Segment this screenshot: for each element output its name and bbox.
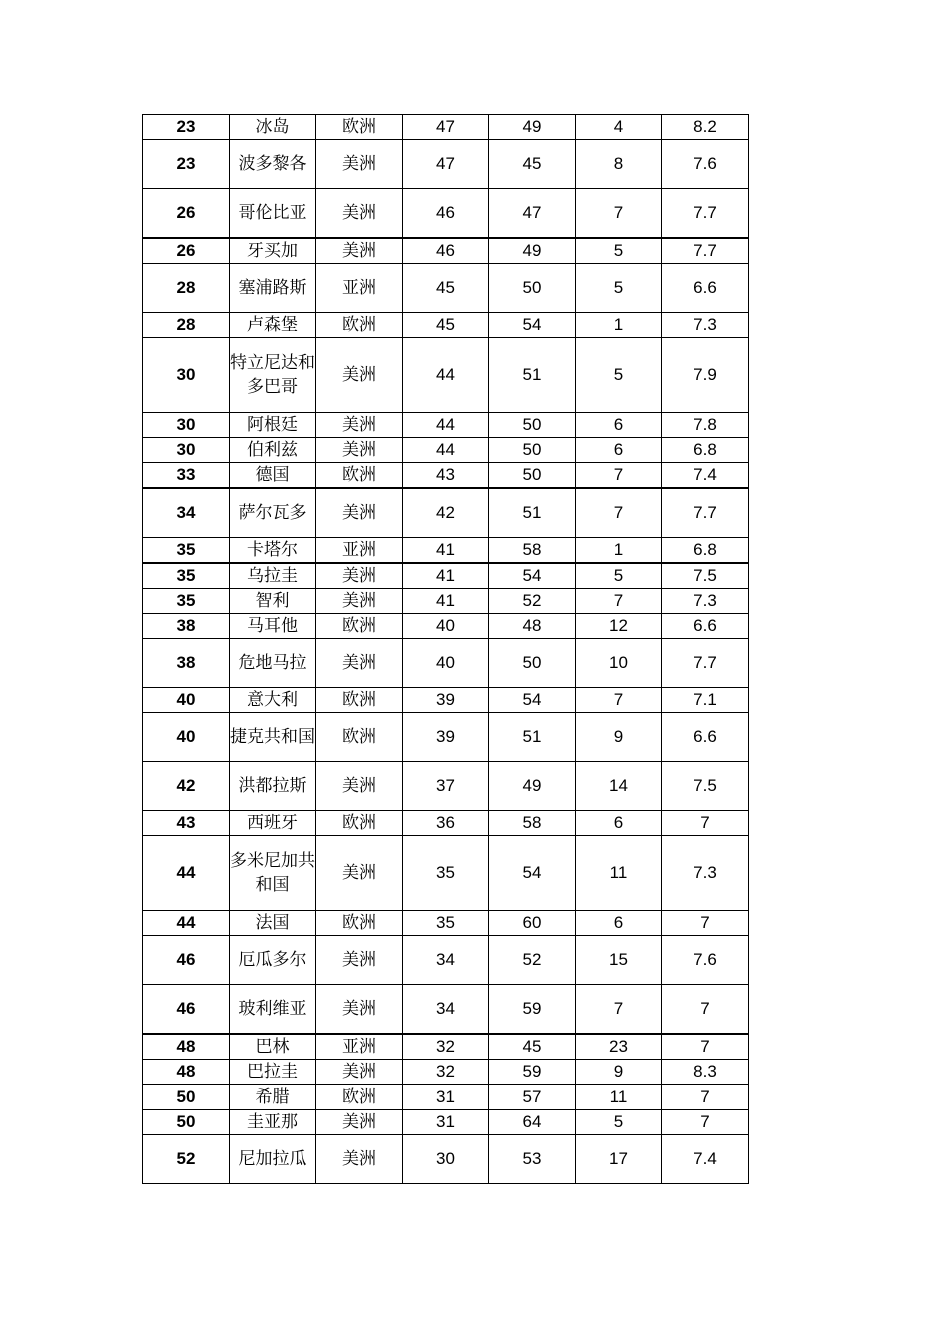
region-cell: 亚洲 xyxy=(316,538,403,564)
table-row xyxy=(143,1060,749,1085)
country-name-cell: 德国 xyxy=(230,463,316,489)
country-name-cell: 危地马拉 xyxy=(230,639,316,688)
value-cell-3: 4 xyxy=(576,115,662,140)
value-cell-1: 44 xyxy=(403,413,489,438)
value-cell-1: 47 xyxy=(403,115,489,140)
value-cell-2: 57 xyxy=(489,1085,576,1110)
value-cell-2: 45 xyxy=(489,1034,576,1060)
value-cell-2: 50 xyxy=(489,438,576,463)
table-row xyxy=(143,688,749,713)
value-cell-1: 46 xyxy=(403,189,489,239)
value-cell-2: 51 xyxy=(489,488,576,538)
value-cell-4: 7.8 xyxy=(662,413,749,438)
value-cell-3: 12 xyxy=(576,614,662,639)
value-cell-4: 7.6 xyxy=(662,936,749,985)
region-cell: 美洲 xyxy=(316,985,403,1035)
value-cell-4: 7 xyxy=(662,1034,749,1060)
table-row xyxy=(143,313,749,338)
country-name-cell: 伯利兹 xyxy=(230,438,316,463)
country-name-cell: 阿根廷 xyxy=(230,413,316,438)
country-name-cell: 卡塔尔 xyxy=(230,538,316,564)
country-name-cell: 冰岛 xyxy=(230,115,316,140)
value-cell-2: 51 xyxy=(489,338,576,413)
country-name-cell: 巴拉圭 xyxy=(230,1060,316,1085)
value-cell-4: 7.7 xyxy=(662,488,749,538)
rank-cell: 28 xyxy=(143,264,230,313)
table-row xyxy=(143,936,749,985)
country-name-cell: 捷克共和国 xyxy=(230,713,316,762)
value-cell-1: 44 xyxy=(403,338,489,413)
value-cell-1: 42 xyxy=(403,488,489,538)
table-row xyxy=(143,189,749,239)
value-cell-2: 50 xyxy=(489,264,576,313)
value-cell-2: 48 xyxy=(489,614,576,639)
value-cell-4: 7.3 xyxy=(662,589,749,614)
rank-cell: 46 xyxy=(143,936,230,985)
value-cell-4: 8.2 xyxy=(662,115,749,140)
value-cell-2: 49 xyxy=(489,238,576,264)
region-cell: 欧洲 xyxy=(316,614,403,639)
rank-cell: 48 xyxy=(143,1060,230,1085)
value-cell-2: 50 xyxy=(489,463,576,489)
value-cell-2: 54 xyxy=(489,836,576,911)
value-cell-1: 44 xyxy=(403,438,489,463)
value-cell-4: 7 xyxy=(662,1085,749,1110)
value-cell-3: 5 xyxy=(576,338,662,413)
value-cell-3: 14 xyxy=(576,762,662,811)
value-cell-1: 39 xyxy=(403,713,489,762)
value-cell-1: 31 xyxy=(403,1085,489,1110)
rank-cell: 44 xyxy=(143,911,230,936)
value-cell-1: 47 xyxy=(403,140,489,189)
rank-cell: 23 xyxy=(143,140,230,189)
value-cell-4: 7.5 xyxy=(662,762,749,811)
value-cell-3: 7 xyxy=(576,985,662,1035)
table-row xyxy=(143,538,749,564)
country-name-cell: 塞浦路斯 xyxy=(230,264,316,313)
table-row xyxy=(143,264,749,313)
value-cell-2: 59 xyxy=(489,1060,576,1085)
value-cell-2: 58 xyxy=(489,811,576,836)
region-cell: 美洲 xyxy=(316,639,403,688)
region-cell: 亚洲 xyxy=(316,1034,403,1060)
value-cell-4: 7.3 xyxy=(662,313,749,338)
region-cell: 欧洲 xyxy=(316,313,403,338)
country-name-cell: 萨尔瓦多 xyxy=(230,488,316,538)
region-cell: 美洲 xyxy=(316,936,403,985)
value-cell-3: 7 xyxy=(576,688,662,713)
rank-cell: 42 xyxy=(143,762,230,811)
value-cell-1: 45 xyxy=(403,313,489,338)
value-cell-3: 9 xyxy=(576,713,662,762)
value-cell-2: 54 xyxy=(489,313,576,338)
value-cell-3: 6 xyxy=(576,911,662,936)
country-name-cell: 哥伦比亚 xyxy=(230,189,316,239)
region-cell: 欧洲 xyxy=(316,811,403,836)
country-name-cell: 圭亚那 xyxy=(230,1110,316,1135)
rank-cell: 35 xyxy=(143,589,230,614)
value-cell-1: 40 xyxy=(403,639,489,688)
value-cell-3: 11 xyxy=(576,836,662,911)
value-cell-3: 1 xyxy=(576,538,662,564)
rank-cell: 38 xyxy=(143,639,230,688)
table-row xyxy=(143,115,749,140)
country-name-cell: 卢森堡 xyxy=(230,313,316,338)
value-cell-1: 31 xyxy=(403,1110,489,1135)
value-cell-4: 8.3 xyxy=(662,1060,749,1085)
value-cell-2: 53 xyxy=(489,1135,576,1184)
value-cell-4: 7.7 xyxy=(662,189,749,239)
region-cell: 美洲 xyxy=(316,338,403,413)
value-cell-2: 49 xyxy=(489,762,576,811)
region-cell: 美洲 xyxy=(316,413,403,438)
table-row xyxy=(143,985,749,1035)
value-cell-1: 37 xyxy=(403,762,489,811)
value-cell-2: 51 xyxy=(489,713,576,762)
rank-cell: 33 xyxy=(143,463,230,489)
rank-cell: 50 xyxy=(143,1110,230,1135)
value-cell-2: 52 xyxy=(489,936,576,985)
value-cell-2: 50 xyxy=(489,413,576,438)
value-cell-3: 6 xyxy=(576,811,662,836)
value-cell-4: 7.6 xyxy=(662,140,749,189)
country-name-cell: 厄瓜多尔 xyxy=(230,936,316,985)
value-cell-4: 6.8 xyxy=(662,538,749,564)
table-row xyxy=(143,911,749,936)
rank-cell: 23 xyxy=(143,115,230,140)
rank-cell: 38 xyxy=(143,614,230,639)
region-cell: 欧洲 xyxy=(316,713,403,762)
table-row xyxy=(143,1034,749,1060)
country-name-cell: 尼加拉瓜 xyxy=(230,1135,316,1184)
rank-cell: 35 xyxy=(143,563,230,589)
table-row xyxy=(143,463,749,489)
table-row xyxy=(143,563,749,589)
region-cell: 美洲 xyxy=(316,488,403,538)
value-cell-4: 7.4 xyxy=(662,463,749,489)
value-cell-1: 41 xyxy=(403,538,489,564)
value-cell-3: 7 xyxy=(576,589,662,614)
value-cell-4: 7 xyxy=(662,811,749,836)
region-cell: 美洲 xyxy=(316,762,403,811)
value-cell-3: 8 xyxy=(576,140,662,189)
value-cell-4: 7.5 xyxy=(662,563,749,589)
table-row xyxy=(143,338,749,413)
value-cell-4: 6.6 xyxy=(662,713,749,762)
value-cell-3: 15 xyxy=(576,936,662,985)
rank-cell: 40 xyxy=(143,688,230,713)
value-cell-3: 17 xyxy=(576,1135,662,1184)
value-cell-1: 34 xyxy=(403,936,489,985)
value-cell-1: 30 xyxy=(403,1135,489,1184)
value-cell-3: 5 xyxy=(576,264,662,313)
rank-cell: 28 xyxy=(143,313,230,338)
table-row xyxy=(143,589,749,614)
value-cell-4: 7.7 xyxy=(662,639,749,688)
table-row xyxy=(143,713,749,762)
rank-cell: 30 xyxy=(143,438,230,463)
table-row xyxy=(143,811,749,836)
table-row xyxy=(143,413,749,438)
value-cell-1: 45 xyxy=(403,264,489,313)
value-cell-1: 39 xyxy=(403,688,489,713)
country-name-cell: 洪都拉斯 xyxy=(230,762,316,811)
region-cell: 欧洲 xyxy=(316,115,403,140)
rank-cell: 26 xyxy=(143,189,230,239)
rank-cell: 44 xyxy=(143,836,230,911)
country-name-cell: 智利 xyxy=(230,589,316,614)
value-cell-4: 6.8 xyxy=(662,438,749,463)
country-name-cell: 法国 xyxy=(230,911,316,936)
region-cell: 欧洲 xyxy=(316,688,403,713)
value-cell-3: 23 xyxy=(576,1034,662,1060)
region-cell: 美洲 xyxy=(316,589,403,614)
value-cell-2: 64 xyxy=(489,1110,576,1135)
value-cell-4: 7.9 xyxy=(662,338,749,413)
value-cell-4: 7 xyxy=(662,911,749,936)
country-name-cell: 乌拉圭 xyxy=(230,563,316,589)
rank-cell: 48 xyxy=(143,1034,230,1060)
region-cell: 美洲 xyxy=(316,238,403,264)
rank-cell: 30 xyxy=(143,338,230,413)
country-name-cell: 多米尼加共和国 xyxy=(230,836,316,911)
value-cell-2: 49 xyxy=(489,115,576,140)
value-cell-1: 46 xyxy=(403,238,489,264)
country-name-cell: 牙买加 xyxy=(230,238,316,264)
table-row xyxy=(143,140,749,189)
rank-cell: 43 xyxy=(143,811,230,836)
value-cell-2: 47 xyxy=(489,189,576,239)
table-row xyxy=(143,488,749,538)
value-cell-1: 40 xyxy=(403,614,489,639)
value-cell-3: 7 xyxy=(576,189,662,239)
value-cell-1: 36 xyxy=(403,811,489,836)
country-name-cell: 特立尼达和多巴哥 xyxy=(230,338,316,413)
value-cell-3: 7 xyxy=(576,488,662,538)
region-cell: 亚洲 xyxy=(316,264,403,313)
rank-cell: 50 xyxy=(143,1085,230,1110)
value-cell-4: 7.7 xyxy=(662,238,749,264)
country-name-cell: 西班牙 xyxy=(230,811,316,836)
region-cell: 美洲 xyxy=(316,438,403,463)
country-name-cell: 玻利维亚 xyxy=(230,985,316,1035)
table-row xyxy=(143,762,749,811)
region-cell: 美洲 xyxy=(316,563,403,589)
table-body xyxy=(143,115,749,1184)
country-name-cell: 马耳他 xyxy=(230,614,316,639)
country-name-cell: 意大利 xyxy=(230,688,316,713)
rank-cell: 46 xyxy=(143,985,230,1035)
value-cell-3: 6 xyxy=(576,413,662,438)
rank-cell: 26 xyxy=(143,238,230,264)
rank-cell: 30 xyxy=(143,413,230,438)
value-cell-3: 5 xyxy=(576,1110,662,1135)
rank-cell: 52 xyxy=(143,1135,230,1184)
value-cell-3: 11 xyxy=(576,1085,662,1110)
table-row xyxy=(143,639,749,688)
region-cell: 美洲 xyxy=(316,1060,403,1085)
rank-cell: 35 xyxy=(143,538,230,564)
value-cell-3: 5 xyxy=(576,563,662,589)
value-cell-4: 7.4 xyxy=(662,1135,749,1184)
region-cell: 欧洲 xyxy=(316,1085,403,1110)
table-row xyxy=(143,238,749,264)
table-row xyxy=(143,1085,749,1110)
value-cell-1: 35 xyxy=(403,836,489,911)
table-row xyxy=(143,614,749,639)
value-cell-1: 34 xyxy=(403,985,489,1035)
value-cell-2: 60 xyxy=(489,911,576,936)
value-cell-2: 45 xyxy=(489,140,576,189)
country-name-cell: 希腊 xyxy=(230,1085,316,1110)
region-cell: 美洲 xyxy=(316,1135,403,1184)
value-cell-4: 6.6 xyxy=(662,614,749,639)
value-cell-1: 32 xyxy=(403,1034,489,1060)
rank-cell: 34 xyxy=(143,488,230,538)
region-cell: 欧洲 xyxy=(316,463,403,489)
value-cell-2: 54 xyxy=(489,688,576,713)
table-row xyxy=(143,836,749,911)
rank-cell: 40 xyxy=(143,713,230,762)
value-cell-1: 35 xyxy=(403,911,489,936)
value-cell-4: 7.1 xyxy=(662,688,749,713)
value-cell-2: 59 xyxy=(489,985,576,1035)
value-cell-3: 9 xyxy=(576,1060,662,1085)
value-cell-3: 5 xyxy=(576,238,662,264)
value-cell-2: 50 xyxy=(489,639,576,688)
value-cell-4: 6.6 xyxy=(662,264,749,313)
value-cell-1: 41 xyxy=(403,589,489,614)
value-cell-1: 43 xyxy=(403,463,489,489)
value-cell-4: 7.3 xyxy=(662,836,749,911)
value-cell-1: 32 xyxy=(403,1060,489,1085)
value-cell-4: 7 xyxy=(662,985,749,1035)
value-cell-2: 54 xyxy=(489,563,576,589)
region-cell: 美洲 xyxy=(316,836,403,911)
region-cell: 美洲 xyxy=(316,189,403,239)
value-cell-3: 1 xyxy=(576,313,662,338)
table-row xyxy=(143,1110,749,1135)
region-cell: 美洲 xyxy=(316,140,403,189)
table-row xyxy=(143,1135,749,1184)
region-cell: 欧洲 xyxy=(316,911,403,936)
value-cell-1: 41 xyxy=(403,563,489,589)
value-cell-2: 58 xyxy=(489,538,576,564)
value-cell-3: 7 xyxy=(576,463,662,489)
country-name-cell: 波多黎各 xyxy=(230,140,316,189)
country-data-table xyxy=(142,114,749,1184)
value-cell-3: 6 xyxy=(576,438,662,463)
region-cell: 美洲 xyxy=(316,1110,403,1135)
value-cell-4: 7 xyxy=(662,1110,749,1135)
country-name-cell: 巴林 xyxy=(230,1034,316,1060)
table-row xyxy=(143,438,749,463)
value-cell-3: 10 xyxy=(576,639,662,688)
value-cell-2: 52 xyxy=(489,589,576,614)
